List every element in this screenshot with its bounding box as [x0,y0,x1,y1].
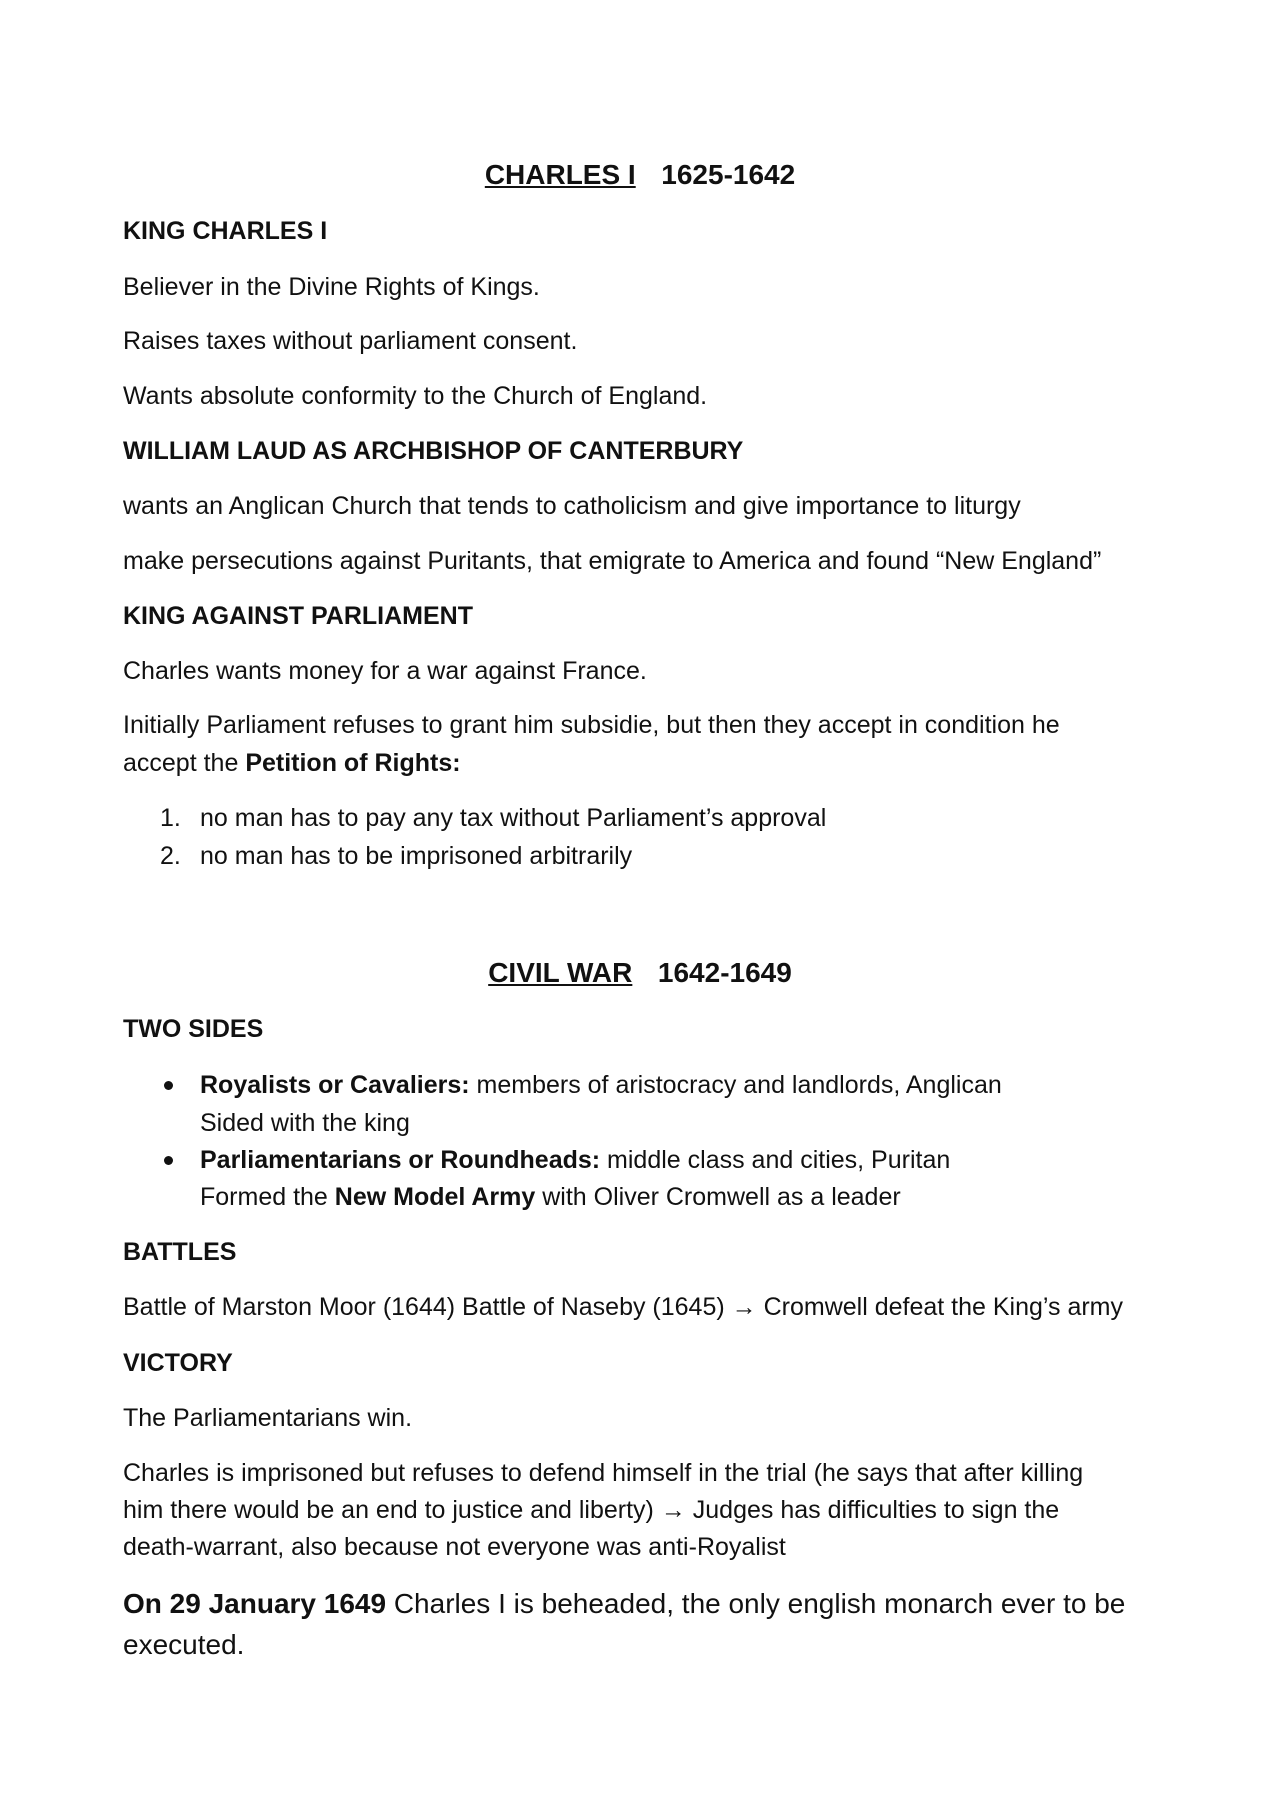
bullet-icon [164,1156,173,1165]
section-title-charles [0,155,1280,195]
list-text [200,1142,950,1179]
royalists-label: Royalists or Cavaliers: [200,1071,470,1099]
paragraph-execution [123,1583,1173,1624]
heading-two-sides: TWO SIDES [123,1015,264,1043]
petition-of-rights-label: Petition of Rights: [245,749,461,777]
heading-king: KING CHARLES I [123,217,328,245]
paragraph: make persecutions against Puritants, that emigrate to America and found “New England” [123,547,1102,575]
list-number: 2. [160,842,181,870]
text-run: Cromwell defeat the King’s army [756,1293,1123,1321]
text-run: members of aristocracy and landlords, Anglican [469,1071,1002,1099]
paragraph [123,1289,1173,1326]
title-name: CIVIL WAR [488,957,633,988]
parliamentarians-label: Parliamentarians or Roundheads: [200,1146,601,1174]
paragraph: Initially Parliament refuses to grant him subsidie, but then they accept in condition he [123,711,1060,739]
bullet-icon [164,1081,173,1090]
heading-battles: BATTLES [123,1238,237,1266]
heading-king-against-parliament: KING AGAINST PARLIAMENT [123,602,473,630]
paragraph-execution-cont: executed. [123,1629,245,1660]
list-text [200,1067,1002,1104]
section-title-civil-war [0,953,1280,993]
list-text: Sided with the king [200,1109,410,1137]
title-years: 1642-1649 [657,957,792,988]
paragraph: wants an Anglican Church that tends to catholicism and give importance to liturgy [123,492,1021,520]
text-run: middle class and cities, Puritan [600,1146,951,1174]
title-name: CHARLES I [484,159,636,190]
list-text: no man has to pay any tax without Parliament’s approval [200,804,827,832]
paragraph: Charles is imprisoned but refuses to defend himself in the trial (he says that after killing [123,1459,1084,1487]
text-run: Formed the [200,1183,335,1211]
new-model-army-label: New Model Army [334,1183,536,1211]
list-text [200,1179,901,1216]
text-run: Judges has difficulties to sign the [685,1496,1060,1524]
paragraph: The Parliamentarians win. [123,1404,413,1432]
heading-laud: WILLIAM LAUD AS ARCHBISHOP OF CANTERBURY [123,437,744,465]
heading-victory: VICTORY [123,1349,233,1377]
text-run: Battle of Marston Moor (1644) Battle of Naseby (1645) [123,1293,732,1321]
arrow-right-icon: → [731,1293,757,1321]
paragraph: Charles wants money for a war against France. [123,657,647,685]
list-number: 1. [160,804,181,832]
title-years: 1625-1642 [661,159,796,190]
paragraph [123,745,1173,782]
text-run: accept the [123,749,246,777]
paragraph: Wants absolute conformity to the Church of England. [123,382,708,410]
paragraph: Believer in the Divine Rights of Kings. [123,273,540,301]
paragraph: death-warrant, also because not everyone was anti-Royalist [123,1533,786,1561]
paragraph: Raises taxes without parliament consent. [123,327,578,355]
text-run: him there would be an end to justice and liberty) [123,1496,661,1524]
text-run: with Oliver Cromwell as a leader [535,1183,901,1211]
arrow-right-icon: → [660,1496,686,1524]
list-text: no man has to be imprisoned arbitrarily [200,842,633,870]
paragraph [123,1492,1173,1529]
execution-date: On 29 January 1649 [123,1588,387,1619]
text-run: Charles I is beheaded, the only english monarch ever to be [386,1588,1126,1619]
